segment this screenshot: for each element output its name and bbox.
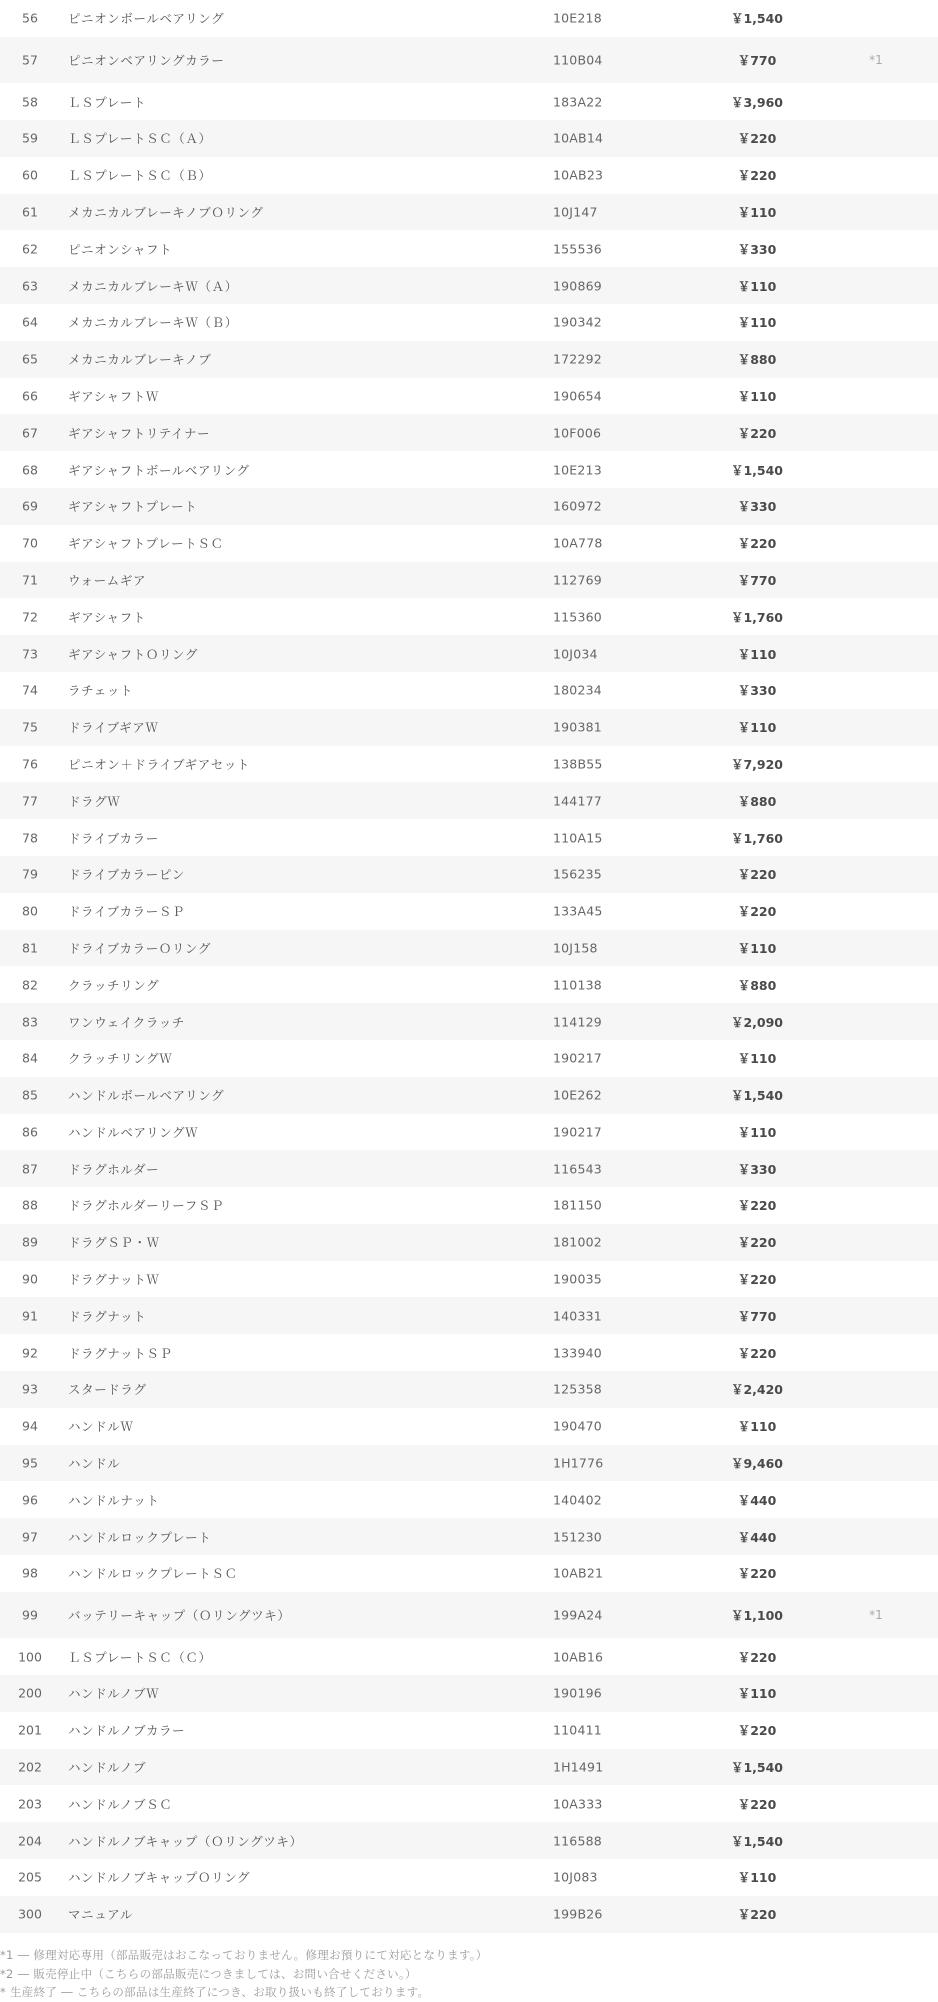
part-number-cell: 91 (22, 1308, 38, 1324)
part-code-cell: 10J034 (553, 646, 598, 662)
part-code-cell: 199A24 (553, 1607, 603, 1623)
price-cell: ￥110 (737, 388, 777, 404)
part-number-cell: 93 (22, 1381, 38, 1397)
part-code-cell: 112769 (553, 572, 602, 588)
price-cell: ￥220 (737, 1796, 777, 1812)
part-name-cell: ＬＳプレート (68, 94, 147, 110)
part-number-cell: 98 (22, 1565, 38, 1581)
part-code-cell: 133A45 (553, 903, 603, 919)
table-row (0, 856, 938, 893)
price-cell: ￥330 (737, 499, 777, 515)
part-code-cell: 10AB21 (553, 1565, 604, 1581)
part-number-cell: 81 (22, 940, 38, 956)
part-name-cell: ドラグホルダーリーフＳＰ (68, 1198, 225, 1214)
part-code-cell: 125358 (553, 1381, 602, 1397)
part-name-cell: ＬＳプレートＳＣ（Ｃ） (68, 1649, 212, 1665)
part-number-cell: 76 (22, 756, 38, 772)
part-name-cell: ドラグＷ (68, 793, 121, 809)
part-name-cell: メカニカルブレーキノブＯリング (68, 204, 264, 220)
part-number-cell: 100 (18, 1649, 42, 1665)
part-code-cell: 10J147 (553, 204, 598, 220)
part-number-cell: 300 (18, 1906, 42, 1922)
part-code-cell: 10E262 (553, 1087, 602, 1103)
part-number-cell: 95 (22, 1455, 38, 1471)
part-code-cell: 133940 (553, 1345, 602, 1361)
part-name-cell: ハンドルノブＷ (68, 1686, 160, 1702)
part-number-cell: 79 (22, 866, 38, 882)
footnotes (0, 1946, 938, 2002)
part-name-cell: ピニオンシャフト (68, 241, 173, 257)
part-number-cell: 64 (22, 314, 38, 330)
part-number-cell: 77 (22, 793, 38, 809)
price-cell: ￥110 (737, 646, 777, 662)
price-cell: ￥220 (737, 1907, 777, 1923)
table-row (0, 1518, 938, 1555)
part-name-cell: ハンドルナット (68, 1492, 160, 1508)
price-cell: ￥330 (737, 1161, 777, 1177)
part-name-cell: ハンドルノブキャップ（Ｏリングツキ） (68, 1833, 303, 1849)
table-row (0, 267, 938, 304)
part-code-cell: 114129 (553, 1014, 602, 1029)
part-number-cell: 71 (22, 572, 38, 588)
part-number-cell: 88 (22, 1197, 38, 1213)
part-code-cell: 181002 (553, 1234, 602, 1250)
part-code-cell: 10E218 (553, 10, 602, 26)
part-name-cell: ギアシャフトプレートＳＣ (68, 536, 224, 552)
price-cell: ￥110 (737, 720, 777, 736)
price-cell: ￥220 (737, 425, 777, 441)
part-code-cell: 199B26 (553, 1906, 603, 1922)
part-name-cell: ハンドル (68, 1456, 121, 1472)
table-row (0, 1481, 938, 1518)
part-number-cell: 58 (22, 94, 38, 110)
table-row (0, 598, 938, 635)
table-row (0, 37, 938, 83)
price-cell: ￥9,460 (730, 1456, 784, 1472)
table-row (0, 1555, 938, 1592)
part-code-cell: 138B55 (553, 756, 603, 772)
part-name-cell: ハンドルＷ (68, 1419, 134, 1435)
price-cell: ￥110 (737, 940, 777, 956)
part-number-cell: 99 (22, 1607, 38, 1623)
part-number-cell: 80 (22, 903, 38, 919)
part-name-cell: ギアシャフトＷ (68, 388, 159, 404)
part-name-cell: ハンドルノブカラー (68, 1723, 186, 1739)
price-cell: ￥220 (737, 1345, 777, 1361)
part-name-cell: ワンウェイクラッチ (68, 1014, 185, 1030)
part-name-cell: メカニカルブレーキＷ（Ｂ） (68, 315, 238, 331)
part-code-cell: 110B04 (553, 52, 603, 68)
part-code-cell: 1H1491 (553, 1759, 604, 1775)
table-row (0, 451, 938, 488)
part-number-cell: 61 (22, 204, 38, 220)
part-number-cell: 75 (22, 719, 38, 735)
part-number-cell: 65 (22, 351, 38, 367)
part-name-cell: ハンドルボールベアリング (68, 1088, 225, 1104)
part-code-cell: 190342 (553, 314, 602, 330)
table-row (0, 1334, 938, 1371)
table-row (0, 1150, 938, 1187)
part-number-cell: 74 (22, 682, 38, 698)
price-cell: ￥110 (737, 1124, 777, 1140)
part-name-cell: ドライブカラーＯリング (68, 940, 211, 956)
table-row (0, 709, 938, 746)
part-name-cell: ＬＳプレートＳＣ（Ｂ） (68, 168, 212, 184)
table-row (0, 1297, 938, 1334)
part-code-cell: 190196 (553, 1685, 602, 1701)
footnote-sales-suspended: *2 ― 販売停止中（こちらの部品販売につきましては、お問い合せください。） (0, 1966, 417, 1981)
table-row (0, 378, 938, 415)
part-code-cell: 116543 (553, 1161, 602, 1177)
price-cell: ￥880 (737, 793, 777, 809)
price-cell: ￥1,540 (730, 1833, 784, 1849)
part-name-cell: クラッチリング (68, 977, 160, 993)
price-cell: ￥880 (737, 352, 777, 368)
part-name-cell: ドラグナット (68, 1308, 147, 1324)
part-number-cell: 92 (22, 1345, 38, 1361)
part-code-cell: 110411 (553, 1722, 602, 1738)
table-row (0, 1592, 938, 1638)
part-name-cell: ウォームギア (68, 572, 147, 588)
part-number-cell: 90 (22, 1271, 38, 1287)
price-cell: ￥1,100 (730, 1608, 784, 1624)
part-code-cell: 190217 (553, 1050, 602, 1066)
part-name-cell: ギアシャフトリテイナー (68, 425, 211, 441)
price-cell: ￥110 (737, 204, 777, 220)
part-code-cell: 190217 (553, 1124, 602, 1140)
table-row (0, 1187, 938, 1224)
part-name-cell: ピニオンボールベアリング (68, 11, 225, 27)
price-cell: ￥880 (737, 977, 777, 993)
table-row (0, 672, 938, 709)
part-name-cell: ハンドルノブ (68, 1760, 147, 1776)
part-name-cell: ギアシャフトＯリング (68, 646, 199, 662)
price-cell: ￥2,090 (730, 1014, 784, 1030)
price-cell: ￥770 (737, 1308, 777, 1324)
table-row (0, 782, 938, 819)
table-row (0, 1077, 938, 1114)
price-cell: ￥1,540 (730, 11, 784, 27)
part-name-cell: ピニオンベアリングカラー (68, 52, 225, 68)
part-number-cell: 68 (22, 462, 38, 478)
part-number-cell: 97 (22, 1529, 38, 1545)
table-row (0, 746, 938, 783)
table-row (0, 1261, 938, 1298)
price-cell: ￥110 (737, 1419, 777, 1435)
table-row (0, 1638, 938, 1675)
price-cell: ￥220 (737, 168, 777, 184)
part-number-cell: 84 (22, 1050, 38, 1066)
part-code-cell: 1H1776 (553, 1455, 604, 1471)
table-row (0, 1785, 938, 1822)
part-code-cell: 10F006 (553, 425, 602, 441)
price-cell: ￥440 (737, 1529, 777, 1545)
table-row (0, 562, 938, 599)
part-number-cell: 200 (18, 1685, 42, 1701)
price-cell: ￥220 (737, 536, 777, 552)
part-name-cell: ドラグＳＰ・Ｗ (68, 1235, 160, 1251)
part-name-cell: ドラグホルダー (68, 1161, 160, 1177)
part-name-cell: メカニカルブレーキノブ (68, 352, 212, 368)
table-row (0, 304, 938, 341)
price-cell: ￥220 (737, 1235, 777, 1251)
part-code-cell: 190035 (553, 1271, 602, 1287)
part-code-cell: 172292 (553, 351, 602, 367)
part-code-cell: 10AB14 (553, 130, 604, 146)
part-code-cell: 10A778 (553, 535, 603, 551)
table-row (0, 893, 938, 930)
part-number-cell: 87 (22, 1161, 38, 1177)
table-row (0, 120, 938, 157)
table-row (0, 635, 938, 672)
part-code-cell: 180234 (553, 682, 602, 698)
table-row (0, 1003, 938, 1040)
part-number-cell: 202 (18, 1759, 42, 1775)
price-cell: ￥1,760 (730, 609, 784, 625)
part-number-cell: 56 (22, 10, 38, 26)
part-name-cell: ハンドルロックプレートＳＣ (68, 1566, 238, 1582)
table-row (0, 966, 938, 1003)
part-code-cell: 10AB23 (553, 167, 604, 183)
note-cell: *1 (869, 52, 883, 67)
part-code-cell: 190381 (553, 719, 602, 735)
part-number-cell: 89 (22, 1234, 38, 1250)
part-code-cell: 156235 (553, 866, 602, 882)
part-name-cell: ドライブカラーＳＰ (68, 904, 186, 920)
price-cell: ￥330 (737, 683, 777, 699)
table-row (0, 525, 938, 562)
part-number-cell: 57 (22, 52, 38, 68)
part-number-cell: 60 (22, 167, 38, 183)
part-number-cell: 59 (22, 130, 38, 146)
table-row (0, 1114, 938, 1151)
table-row (0, 1040, 938, 1077)
part-code-cell: 190470 (553, 1418, 602, 1434)
table-row (0, 1445, 938, 1482)
table-row (0, 1859, 938, 1896)
price-cell: ￥220 (737, 1198, 777, 1214)
price-cell: ￥7,920 (730, 756, 784, 772)
price-cell: ￥220 (737, 131, 777, 147)
table-row (0, 1675, 938, 1712)
part-code-cell: 183A22 (553, 94, 603, 110)
price-cell: ￥330 (737, 241, 777, 257)
price-cell: ￥770 (737, 572, 777, 588)
table-row (0, 0, 938, 37)
part-code-cell: 116588 (553, 1833, 602, 1849)
part-name-cell: ＬＳプレートＳＣ（Ａ） (68, 131, 212, 147)
part-name-cell: ギアシャフトボールベアリング (68, 462, 250, 478)
part-name-cell: ドラグナットＷ (68, 1272, 160, 1288)
part-number-cell: 72 (22, 609, 38, 625)
part-name-cell: ドライブギアＷ (68, 720, 159, 736)
price-cell: ￥770 (737, 52, 777, 68)
part-code-cell: 115360 (553, 609, 602, 625)
table-row (0, 488, 938, 525)
price-cell: ￥1,540 (730, 462, 784, 478)
part-name-cell: ラチェット (68, 683, 134, 699)
part-code-cell: 110A15 (553, 830, 603, 846)
part-number-cell: 201 (18, 1722, 42, 1738)
table-row (0, 1224, 938, 1261)
part-code-cell: 181150 (553, 1197, 602, 1213)
table-row (0, 1371, 938, 1408)
table-row (0, 194, 938, 231)
part-code-cell: 10AB16 (553, 1649, 604, 1665)
footnote-repair-only: *1 ― 修理対応専用（部品販売はおこなっておりません。修理お預りにて対応となります。） (0, 1948, 488, 1962)
price-cell: ￥110 (737, 1051, 777, 1067)
part-number-cell: 82 (22, 977, 38, 993)
price-cell: ￥220 (737, 1649, 777, 1665)
part-name-cell: ドラグナットＳＰ (68, 1345, 173, 1361)
price-cell: ￥1,540 (730, 1760, 784, 1776)
price-cell: ￥220 (737, 1272, 777, 1288)
part-name-cell: ハンドルロックプレート (68, 1529, 212, 1545)
part-name-cell: ピニオン＋ドライブギアセット (68, 756, 251, 772)
price-cell: ￥110 (737, 1686, 777, 1702)
part-code-cell: 110138 (553, 977, 602, 993)
part-code-cell: 140402 (553, 1492, 602, 1508)
price-cell: ￥3,960 (730, 94, 784, 110)
part-name-cell: ハンドルノブキャップＯリング (68, 1870, 251, 1886)
part-number-cell: 78 (22, 830, 38, 846)
table-row (0, 930, 938, 967)
part-name-cell: ドライブカラーピン (68, 867, 186, 883)
part-number-cell: 85 (22, 1087, 38, 1103)
part-number-cell: 63 (22, 278, 38, 294)
part-name-cell: マニュアル (68, 1907, 134, 1923)
price-cell: ￥110 (737, 278, 777, 294)
footnote-discontinued: * 生産終了 ― こちらの部品は生産終了につき、お取り扱いも終了しております。 (0, 1985, 430, 1999)
part-number-cell: 83 (22, 1014, 38, 1029)
table-row (0, 1896, 938, 1933)
table-row (0, 1822, 938, 1859)
part-number-cell: 203 (18, 1796, 42, 1812)
table-row (0, 819, 938, 856)
price-cell: ￥220 (737, 1723, 777, 1739)
part-name-cell: ギアシャフトプレート (68, 499, 198, 515)
price-cell: ￥2,420 (730, 1382, 784, 1398)
price-cell: ￥110 (737, 315, 777, 331)
part-number-cell: 62 (22, 241, 38, 257)
table-row (0, 83, 938, 120)
part-code-cell: 151230 (553, 1529, 602, 1545)
part-number-cell: 66 (22, 388, 38, 404)
price-cell: ￥1,760 (730, 830, 784, 846)
part-number-cell: 67 (22, 425, 38, 441)
part-name-cell: ハンドルノブＳＣ (68, 1796, 173, 1812)
table-row (0, 230, 938, 267)
part-code-cell: 155536 (553, 241, 602, 257)
part-name-cell: ギアシャフト (68, 609, 146, 625)
part-code-cell: 190869 (553, 278, 602, 294)
part-number-cell: 96 (22, 1492, 38, 1508)
part-code-cell: 10A333 (553, 1796, 603, 1812)
part-number-cell: 69 (22, 498, 38, 514)
table-row (0, 341, 938, 378)
part-code-cell: 190654 (553, 388, 602, 404)
part-number-cell: 73 (22, 646, 38, 662)
table-row (0, 157, 938, 194)
part-code-cell: 10J158 (553, 940, 598, 956)
part-name-cell: メカニカルブレーキＷ（Ａ） (68, 278, 238, 294)
table-row (0, 1408, 938, 1445)
price-cell: ￥110 (737, 1870, 777, 1886)
part-code-cell: 160972 (553, 498, 602, 514)
part-name-cell: ハンドルベアリングＷ (68, 1124, 199, 1140)
part-name-cell: クラッチリングＷ (68, 1051, 173, 1067)
price-cell: ￥220 (737, 1566, 777, 1582)
price-cell: ￥1,540 (730, 1088, 784, 1104)
table-row (0, 1749, 938, 1786)
part-code-cell: 10J083 (553, 1869, 598, 1885)
part-number-cell: 204 (18, 1833, 42, 1849)
part-name-cell: スタードラグ (68, 1382, 147, 1398)
price-cell: ￥220 (737, 867, 777, 883)
part-number-cell: 86 (22, 1124, 38, 1140)
part-code-cell: 10E213 (553, 462, 602, 478)
part-number-cell: 70 (22, 535, 38, 551)
part-code-cell: 144177 (553, 793, 602, 809)
price-cell: ￥220 (737, 904, 777, 920)
part-number-cell: 205 (18, 1869, 42, 1885)
part-name-cell: ドライブカラー (68, 830, 159, 846)
table-row (0, 1712, 938, 1749)
price-cell: ￥440 (737, 1492, 777, 1508)
part-name-cell: バッテリーキャップ（Ｏリングツキ） (68, 1608, 291, 1624)
part-code-cell: 140331 (553, 1308, 602, 1324)
part-number-cell: 94 (22, 1418, 38, 1434)
note-cell: *1 (869, 1608, 883, 1623)
table-row (0, 414, 938, 451)
